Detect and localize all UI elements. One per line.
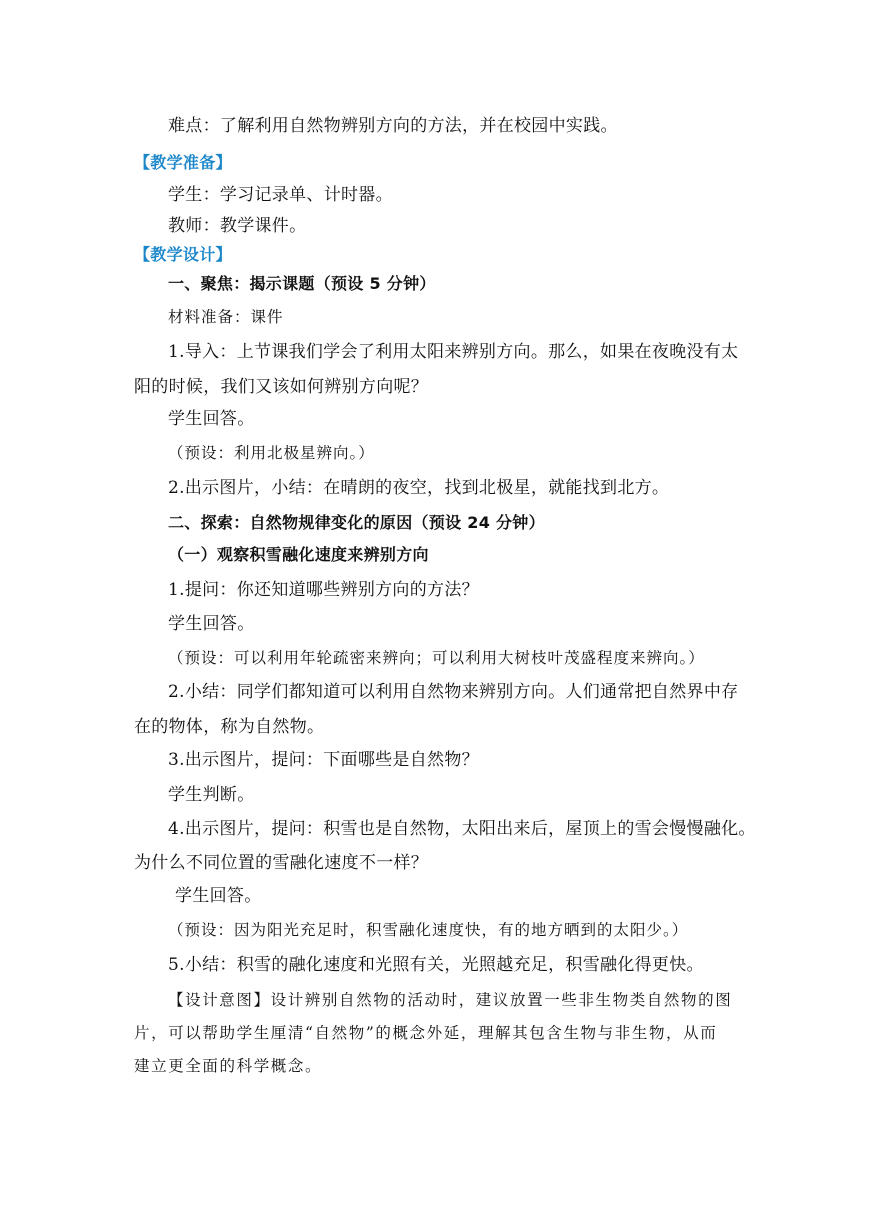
- section-heading-design: 【教学设计】: [134, 245, 232, 264]
- subheading-snow-melt: （一）观察积雪融化速度来辨别方向: [168, 545, 429, 564]
- difficulty-line: 难点：了解利用自然物辨别方向的方法，并在校园中实践。: [168, 116, 618, 136]
- section-heading-preparation: 【教学准备】: [134, 153, 232, 172]
- subheading-explore: 二、探索：自然物规律变化的原因（预设 24 分钟）: [168, 513, 545, 532]
- materials-line: 材料准备：课件: [168, 308, 284, 326]
- paragraph-line: 4.出示图片，提问：积雪也是自然物，太阳出来后，屋顶上的雪会慢慢融化。: [168, 819, 756, 839]
- design-intent-line: 片，可以帮助学生厘清“自然物”的概念外延，理解其包含生物与非生物，从而: [134, 1024, 718, 1042]
- paragraph-line: 为什么不同位置的雪融化速度不一样？: [134, 853, 429, 873]
- preset-note: （预设：利用北极星辨向。）: [168, 444, 375, 462]
- preset-note: （预设：可以利用年轮疏密来辨向；可以利用大树枝叶茂盛程度来辨向。）: [168, 649, 705, 667]
- paragraph-line: 3.出示图片，提问：下面哪些是自然物？: [168, 750, 479, 770]
- design-intent-line: 【设计意图】设计辨别自然物的活动时，建议放置一些非生物类自然物的图: [168, 991, 733, 1009]
- design-intent-line: 建立更全面的科学概念。: [134, 1057, 323, 1075]
- teacher-materials-line: 教师：教学课件。: [168, 216, 307, 236]
- paragraph-line: 5.小结：积雪的融化速度和光照有关，光照越充足，积雪融化得更快。: [168, 955, 704, 975]
- preset-note: （预设：因为阳光充足时，积雪融化速度快，有的地方晒到的太阳少。）: [168, 921, 689, 939]
- paragraph-line: 学生回答。: [168, 409, 255, 429]
- paragraph-line: 在的物体，称为自然物。: [134, 717, 325, 737]
- paragraph-line: 阳的时候，我们又该如何辨别方向呢？: [134, 377, 429, 397]
- paragraph-line: 学生判断。: [168, 785, 255, 805]
- paragraph-line: 1.导入：上节课我们学会了利用太阳来辨别方向。那么，如果在夜晚没有太: [168, 342, 739, 362]
- student-materials-line: 学生：学习记录单、计时器。: [168, 185, 393, 205]
- paragraph-line: 学生回答。: [175, 886, 262, 906]
- paragraph-line: 学生回答。: [168, 614, 255, 634]
- paragraph-line: 1.提问：你还知道哪些辨别方向的方法？: [168, 580, 479, 600]
- paragraph-line: 2.小结：同学们都知道可以利用自然物来辨别方向。人们通常把自然界中存: [168, 682, 739, 702]
- paragraph-line: 2.出示图片，小结：在晴朗的夜空，找到北极星，就能找到北方。: [168, 478, 670, 498]
- subheading-focus: 一、聚焦：揭示课题（预设 5 分钟）: [168, 274, 436, 293]
